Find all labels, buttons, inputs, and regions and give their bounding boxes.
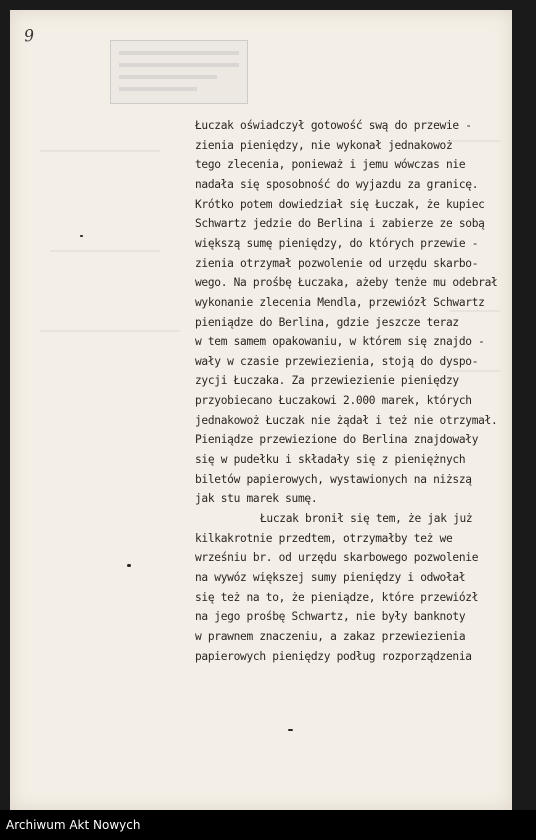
- text-line: jak stu marek sumę.: [195, 492, 318, 506]
- archive-watermark: Archiwum Akt Nowych: [6, 818, 141, 832]
- text-line: zienia otrzymał pozwolenie od urzędu skarbo-: [195, 256, 479, 270]
- text-line: papierowych pieniędzy podług rozporządzenia: [195, 649, 472, 663]
- text-line: kilkakrotnie przedtem, otrzymałby też we: [195, 531, 453, 545]
- text-line: w tem samem opakowaniu, w którem się znajdo -: [195, 335, 485, 349]
- text-line: Pieniądze przewiezione do Berlina znajdowały: [195, 433, 479, 447]
- text-line: zycji Łuczaka. Za przewiezienie pieniędzy: [195, 374, 459, 388]
- archive-footer: [0, 810, 536, 840]
- text-line: przyobiecano Łuczakowi 2.000 marek, których: [195, 394, 472, 408]
- ink-speck: [288, 729, 293, 731]
- text-line: wykonanie zlecenia Mendla, przewiózł Schwartz: [195, 295, 485, 309]
- text-line: w prawnem znaczeniu, a zakaz przewiezienia: [195, 629, 466, 643]
- text-line: się w pudełku i składały się z pieniężnych: [195, 453, 466, 466]
- text-line: Łuczak bronił się tem, że jak już: [260, 512, 473, 525]
- handwritten-page-number: 9: [23, 25, 36, 46]
- text-line: tego zlecenia, ponieważ i jemu wówczas nie: [195, 158, 466, 172]
- text-line: większą sumę pieniędzy, do których przewie -: [195, 236, 479, 250]
- text-line: jednakowoż Łuczak nie żądał i też nie otrzymał.: [195, 413, 498, 427]
- text-line: na wywóz większej sumy pieniędzy i odwołał: [195, 571, 466, 584]
- text-line: Łuczak oświadczył gotowość swą do przewie -: [195, 119, 472, 132]
- text-line: wrześniu br. od urzędu skarbowego pozwolenie: [195, 551, 479, 565]
- text-line: wego. Na prośbę Łuczaka, ażeby tenże mu odebrał: [195, 276, 498, 290]
- text-line: na jego prośbę Schwartz, nie były banknoty: [195, 610, 466, 624]
- text-line: wały w czasie przewiezienia, stoją do dyspo-: [195, 354, 479, 368]
- ink-speck: [80, 235, 83, 237]
- text-line: zienia pieniędzy, nie wykonał jednakowoż: [195, 138, 453, 152]
- text-line: Schwartz jedzie do Berlina i zabierze ze sobą: [195, 217, 485, 231]
- ink-speck: [127, 564, 131, 567]
- text-line: się też na to, że pieniądze, które przewiózł: [195, 590, 479, 604]
- text-line: nadała się sposobność do wyjazdu za granicę.: [195, 177, 479, 191]
- text-line: biletów papierowych, wystawionych na niższą: [195, 472, 472, 486]
- text-line: pieniądze do Berlina, gdzie jeszcze teraz: [195, 315, 459, 329]
- text-line: Krótko potem dowiedział się Łuczak, że kupiec: [195, 197, 485, 211]
